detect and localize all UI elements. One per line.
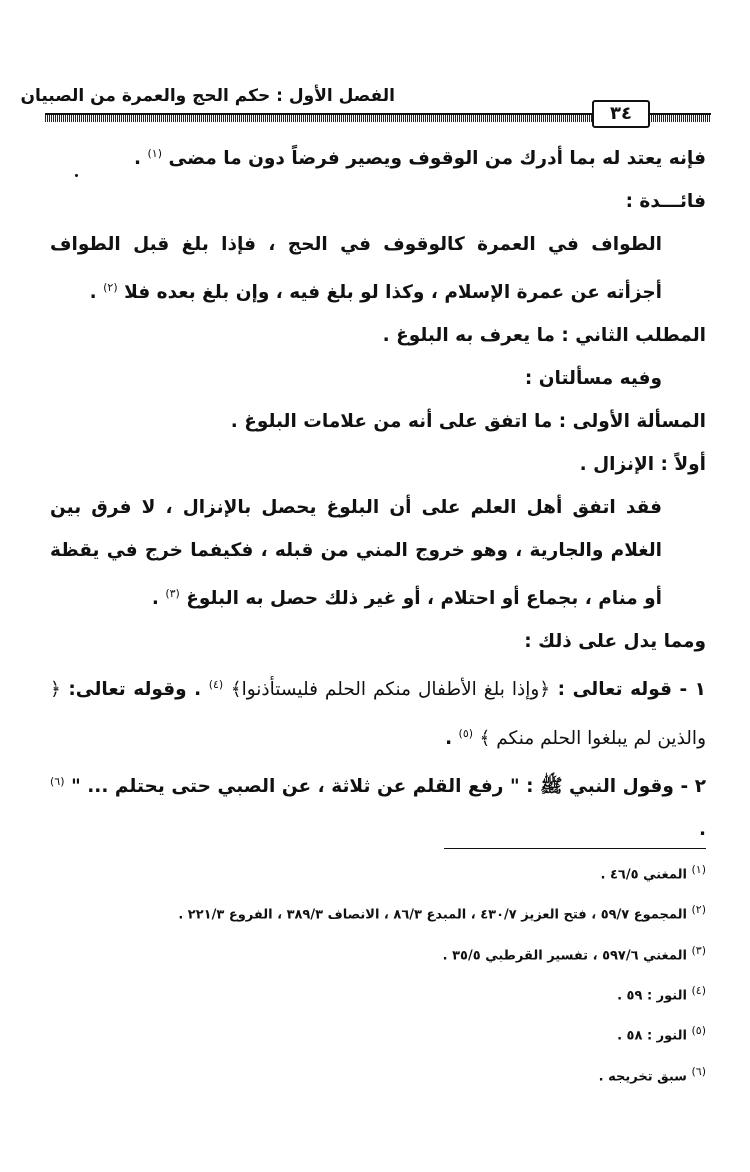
page-number: ٣٤ — [592, 100, 650, 128]
subheading: وفيه مسألتان : — [524, 368, 662, 390]
faida-heading: فائـــدة : — [625, 191, 706, 213]
evidence-heading: ومما يدل على ذلك : — [524, 631, 706, 653]
section-heading: المطلب الثاني : ما يعرف به البلوغ . — [382, 325, 706, 347]
main-text — [50, 132, 706, 851]
footnote: $^{(١)}$ المغني ٤٦/٥ . — [600, 863, 706, 883]
footnote: $^{(٤)}$ النور : ٥٩ . — [617, 983, 706, 1004]
footnote-ref: (١) — [147, 147, 162, 160]
quran-verse: ﴿وإذا بلغ الأطفال منكم الحلم فليستأذنوا﴾ — [230, 679, 551, 701]
footnote-ref: (٢) — [103, 281, 118, 295]
paragraph: فقد اتفق أهل العلم على أن البلوغ يحصل بالإنزال ، لا فرق بين الغلام والجارية ، وهو خروج المني من قبله ، فكيفما خرج في يقظة أو منام ، بجماع أو احتلام ، أو غير ذلك حصل به البلوغ $^{(٣)}$ . — [50, 497, 662, 610]
point-heading: أولاً : الإنزال . — [579, 454, 706, 476]
footnote-separator — [444, 848, 706, 849]
footnote: $^{(٥)}$ النور : ٥٨ . — [617, 1024, 706, 1044]
footnote: $^{(٦)}$ سبق تخريجه . — [598, 1064, 706, 1084]
footnote: $^{(٣)}$ المغني ٥٩٧/٦ ، تفسير القرطبي ٣٥/٥ . — [442, 943, 706, 963]
footnote-ref: (٣) — [165, 587, 180, 601]
list-item: ٢ - وقول النبي ﷺ : " رفع القلم عن ثلاثة ، عن الصبي حتى يحتلم ... " $^{(٦)}$ . — [50, 774, 706, 840]
text-line: فإنه يعتد له بما أدرك من الوقوف ويصير فرضاً دون ما مضى $^{(١)}$ . — [134, 147, 706, 170]
footnote: $^{(٢)}$ المجموع ٥٩/٧ ، فتح العزيز ٤٣٠/٧ ، المبدع ٨٦/٣ ، الانصاف ٣٨٩/٣ ، الفروع ٢٢١/٣ . — [178, 903, 706, 923]
list-item: ١ - قوله تعالى : ﴿وإذا بلغ الأطفال منكم الحلم فليستأذنوا﴾ $^{(٤)}$ . وقوله تعالى: ﴿ والذين لم يبلغوا الحلم منكم ﴾ $^{(٥)}$ . — [50, 678, 706, 749]
paragraph: الطواف في العمرة كالوقوف في الحج ، فإذا بلغ قبل الطواف أجزأته عن عمرة الإسلام ، وكذا لو بلغ فيه ، وإن بلغ بعده فلا $^{(٢)}$ . — [50, 234, 662, 304]
footnote-ref: (٦) — [50, 774, 65, 788]
footnotes — [50, 852, 706, 1094]
issue-heading: المسألة الأولى : ما اتفق على أنه من علامات البلوغ . — [230, 411, 706, 433]
footnote-ref: (٤) — [208, 678, 224, 692]
quran-verse: ﴿ والذين لم يبلغوا الحلم منكم ﴾ — [50, 679, 706, 749]
running-header-title: الفصل الأول : حكم الحج والعمرة من الصبيان — [20, 86, 395, 106]
footnote-ref: (٥) — [458, 726, 474, 740]
